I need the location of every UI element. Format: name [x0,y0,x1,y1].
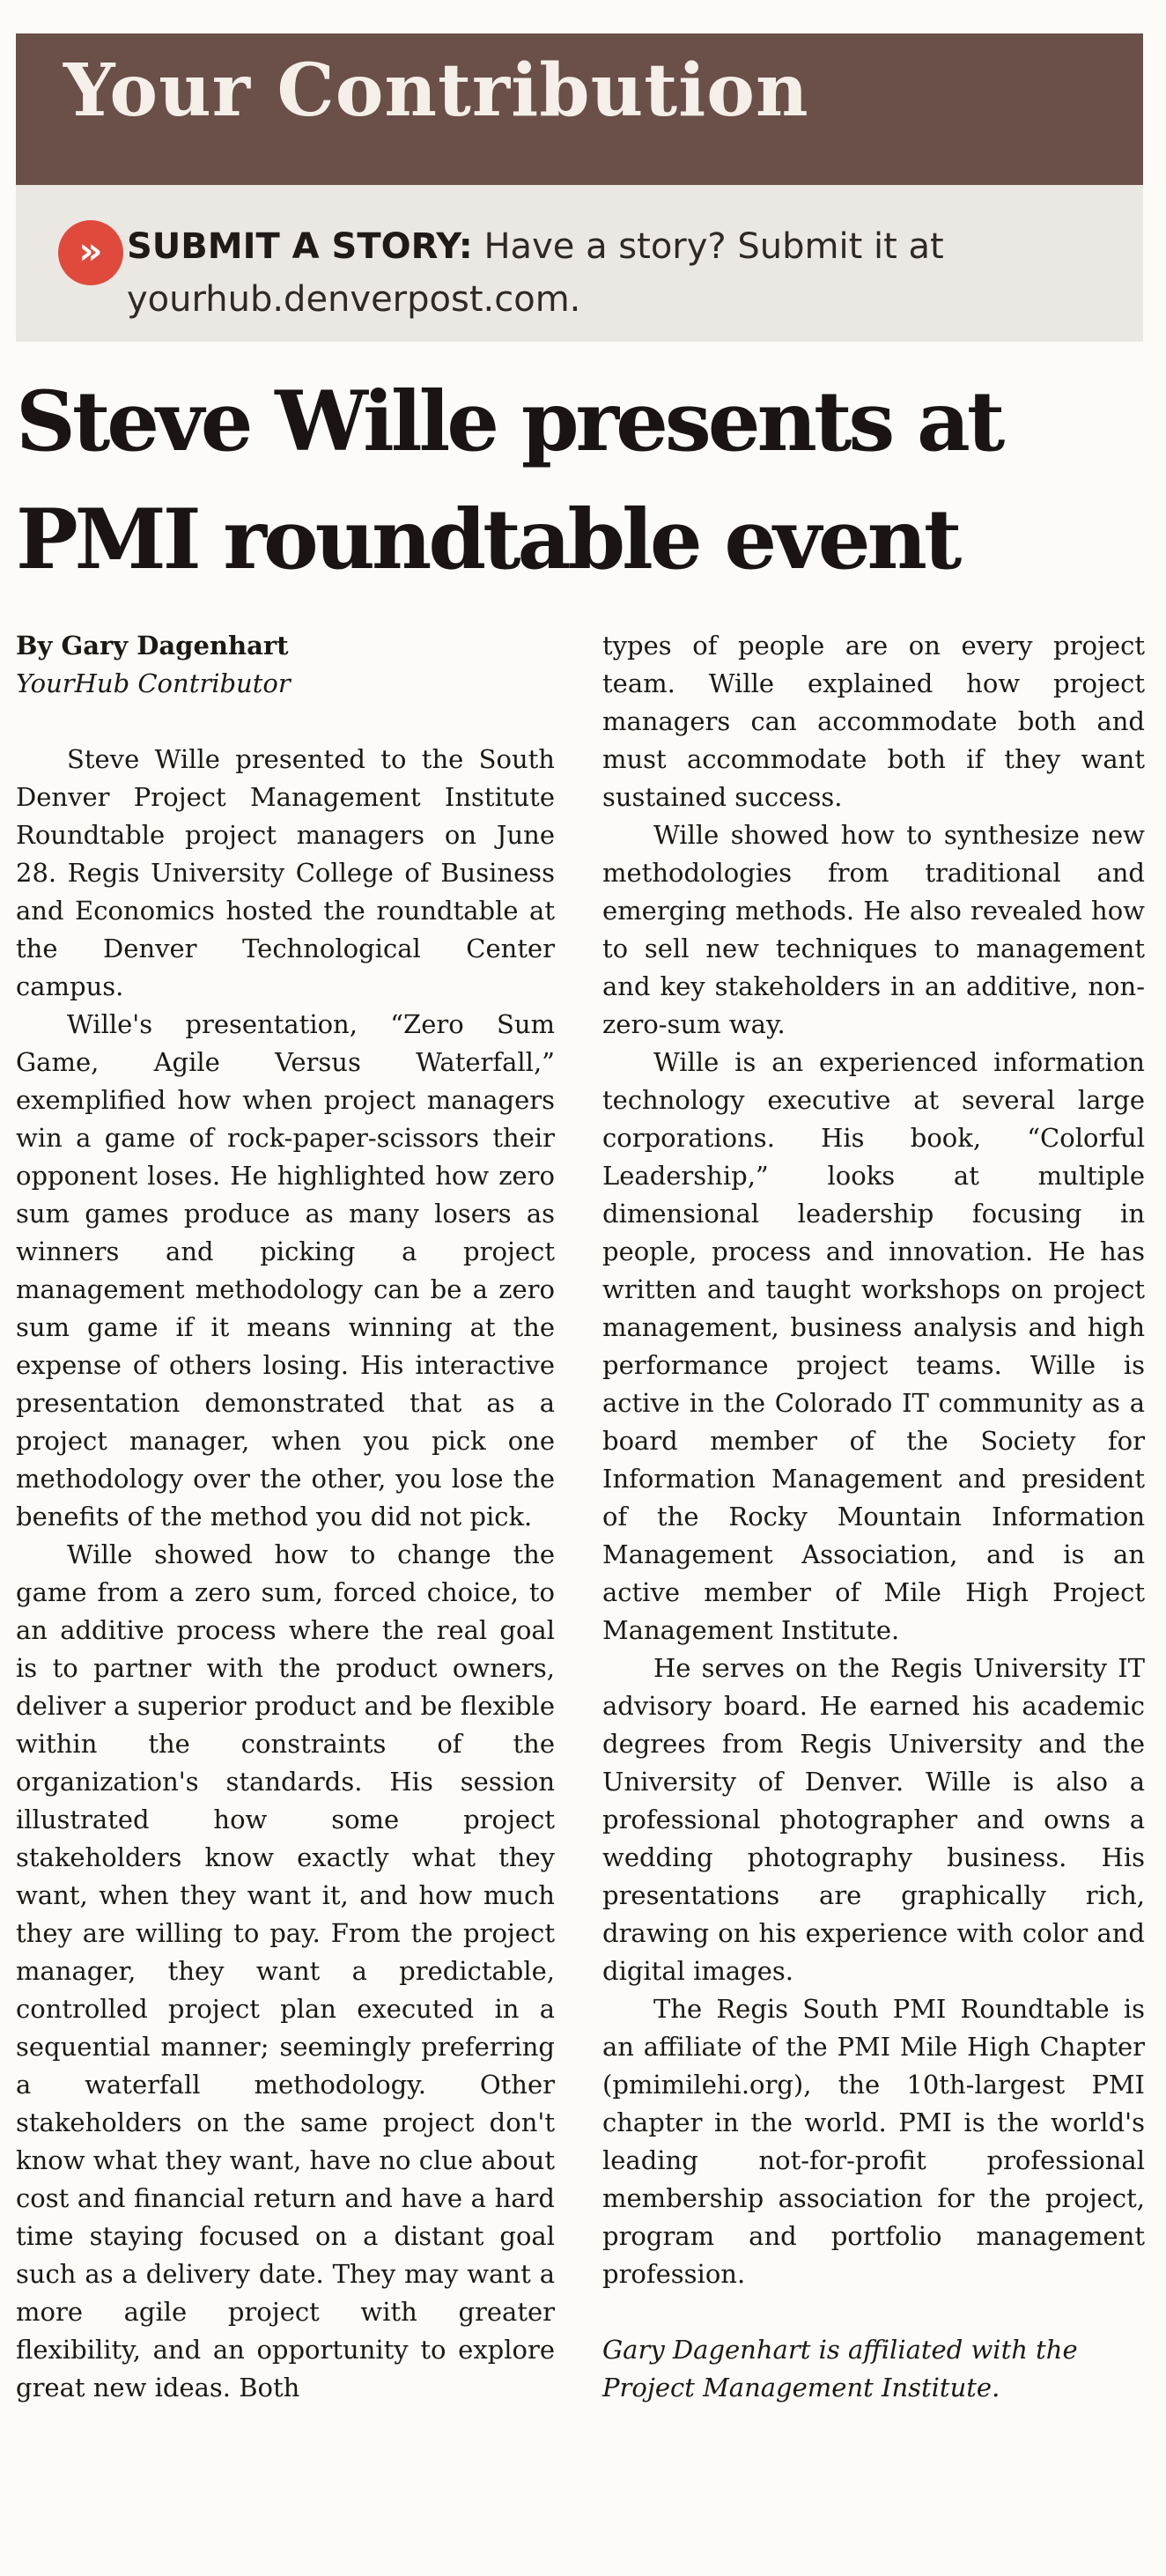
section-title: Your Contribution [63,48,809,133]
article-paragraph: The Regis South PMI Roundtable is an affiliate of the PMI Mile High Chapter (pmimilehi.org), the 10th-largest PMI chapter in the world. PMI is the world's leading not-for-profit professional membership association for the project, program and portfolio management profession. [602,1994,1145,2289]
article-paragraph: Wille is an experienced information technology executive at several large corporations. His book, “Colorful Leadership,” looks at multiple dimensional leadership focusing in people, process and innovation. He has written and taught workshops on project management, business analysis and high performance project teams. Wille is active in the Colorado IT community as a board member of the Society for Information Management and president of the Rocky Mountain Information Management Association, and is an active member of Mile High Project Management Institute. [602,1047,1145,1645]
submit-story-prompt: Have a story? Submit it at [472,226,944,267]
article-headline: Steve Wille presents at PMI roundtable event [16,373,1002,588]
article-paragraph: Steve Wille presented to the South Denver Project Management Institute Roundtable project managers on June 28. Regis University College of Business and Economics hosted the roundtable at the Denver Technological Center campus. [16,744,555,1001]
article-paragraph-continued: types of people are on every project team. Wille explained how project managers can accommodate both and must accommodate both if they want sustained success. [602,631,1145,812]
article-column-right [602,627,1145,2407]
byline-author: By Gary Dagenhart [16,631,289,661]
article-column-left [16,627,555,2407]
byline-role: YourHub Contributor [16,668,291,698]
double-chevron-right-icon: » [58,220,123,285]
article-paragraph: He serves on the Regis University IT advisory board. He earned his academic degrees from Regis University and the University of Denver. Wille is also a professional photographer and owns a wedding photography business. His presentations are graphically rich, drawing on his experience with color and digital images. [602,1653,1145,1986]
submit-story-text [127,220,1007,326]
author-footnote: Gary Dagenhart is affiliated with the Project Management Institute. [602,2335,1078,2403]
submit-story-url: yourhub.denverpost.com. [127,279,581,320]
byline-spacer [16,703,555,741]
article-paragraph: Wille's presentation, “Zero Sum Game, Agile Versus Waterfall,” exemplified how when project managers win a game of rock-paper-scissors their opponent loses. He highlighted how zero sum games produce as many losers as winners and picking a project management methodology can be a zero sum game if it means winning at the expense of others losing. His interactive presentation demonstrated that as a project manager, when you pick one methodology over the other, you lose the benefits of the method you did not pick. [16,1009,555,1532]
article-paragraph: Wille showed how to synthesize new methodologies from traditional and emerging methods. He also revealed how to sell new techniques to management and key stakeholders in an additive, non-zero-sum way. [602,820,1145,1039]
submit-story-label: SUBMIT A STORY: [127,226,473,267]
article-paragraph: Wille showed how to change the game from a zero sum, forced choice, to an additive process where the real goal is to partner with the product owners, deliver a superior product and be flexible within the constraints of the organization's standards. His session illustrated how some project stakeholders know exactly what they want, when they want it, and how much they are willing to pay. From the project manager, they want a predictable, controlled project plan executed in a sequential manner; seemingly preferring a waterfall methodology. Other stakeholders on the same project don't know what they want, have no clue about cost and financial return and have a hard time staying focused on a distant goal such as a delivery date. They may want a more agile project with greater flexibility, and an opportunity to explore great new ideas. Both [16,1539,555,2403]
